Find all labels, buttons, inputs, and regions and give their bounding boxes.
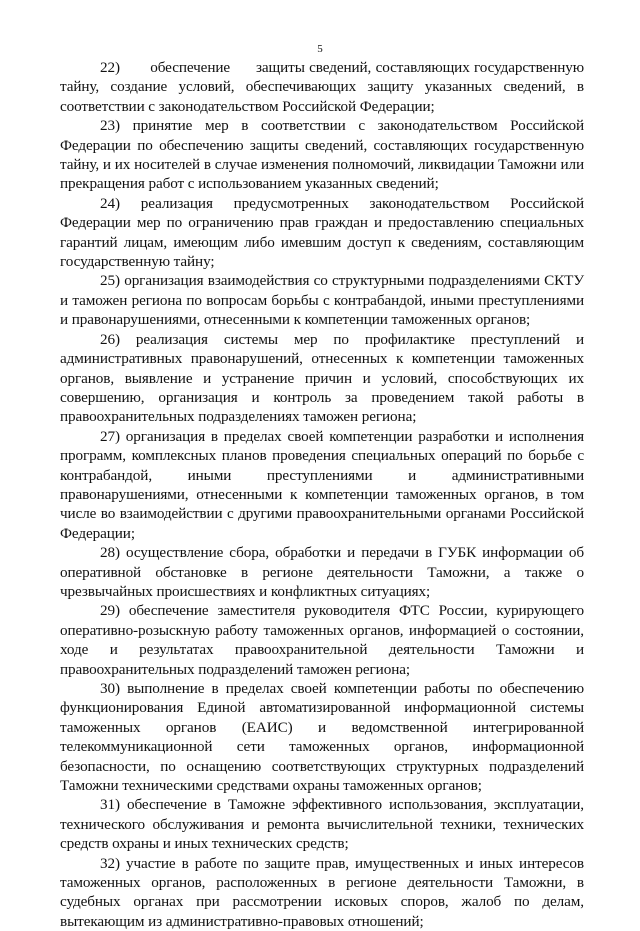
list-item-28: 28) осуществление сбора, обработки и передачи в ГУБК информации об оперативной обстановке в регионе деятельности Таможни, а также о чрезвычайных происшествиях и конфликтных ситуациях; xyxy=(60,544,584,600)
document-body xyxy=(60,58,584,931)
list-item-32: 32) участие в работе по защите прав, имущественных и иных интересов таможенных органов, расположенных в регионе деятельности Таможни, в судебных органах при рассмотрении исковых споров, жалоб по делам, вытекающим из административно-правовых отношений; xyxy=(60,854,584,930)
list-item-27: 27) организация в пределах своей компетенции разработки и исполнения программ, комплексных планов проведения специальных операций по борьбе с контрабандой, иными преступлениями и административными правонарушениями, отнесенными к компетенции таможенных органов, в том числе во взаимодействии с другими правоохранительными органами Российской Федерации; xyxy=(60,427,584,542)
page-number: 5 xyxy=(317,43,323,55)
list-item-23: 23) принятие мер в соответствии с законодательством Российской Федерации по обеспечению защиты сведений, составляющих государственную тайну, и их носителей в случае изменения полномочий, ликвидации Таможни или прекращения работ с использованием указанных сведений; xyxy=(60,117,584,193)
list-item-29: 29) обеспечение заместителя руководителя ФТС России, курирующего оперативно-розыскную работу таможенных органов, информацией о состоянии, ходе и результатах правоохранительной деятельности Таможни и правоохранительных подразделений таможен региона; xyxy=(60,602,584,678)
list-item-30: 30) выполнение в пределах своей компетенции работы по обеспечению функционирования Единой автоматизированной информационной системы таможенных органов (ЕАИС) и ведомственной интегрированной телекоммуникационной сети таможенных органов, информационной безопасности, по оснащению соответствующих структурных подразделений Таможни техническими средствами охраны таможенных органов; xyxy=(60,680,584,795)
list-item-22: 22) обеспечение защиты сведений, составляющих государственную тайну, создание условий, обеспечивающих защиту указанных сведений, в соответствии с законодательством Российской Федерации; xyxy=(60,59,584,115)
list-item-31: 31) обеспечение в Таможне эффективного использования, эксплуатации, технического обслуживания и ремонта вычислительной техники, технических средств охраны и иных технических средств; xyxy=(60,796,584,853)
list-item-24: 24) реализация предусмотренных законодательством Российской Федерации мер по ограничению прав граждан и предоставлению специальных гарантий лицам, имеющим либо имевшим доступ к сведениям, составляющим государственную тайну; xyxy=(60,194,584,271)
list-item-25: 25) организация взаимодействия со структурными подразделениями СКТУ и таможен региона по вопросам борьбы с контрабандой, иными преступлениями и правонарушениями, отнесенными к компетенции таможенных органов; xyxy=(60,272,584,329)
list-item-26: 26) реализация системы мер по профилактике преступлений и административных правонарушений, отнесенных к компетенции таможенных органов, выявление и устранение причин и условий, способствующих их совершению, организация и контроль за проведением такой работы в правоохранительных подразделениях таможен региона; xyxy=(60,330,584,426)
